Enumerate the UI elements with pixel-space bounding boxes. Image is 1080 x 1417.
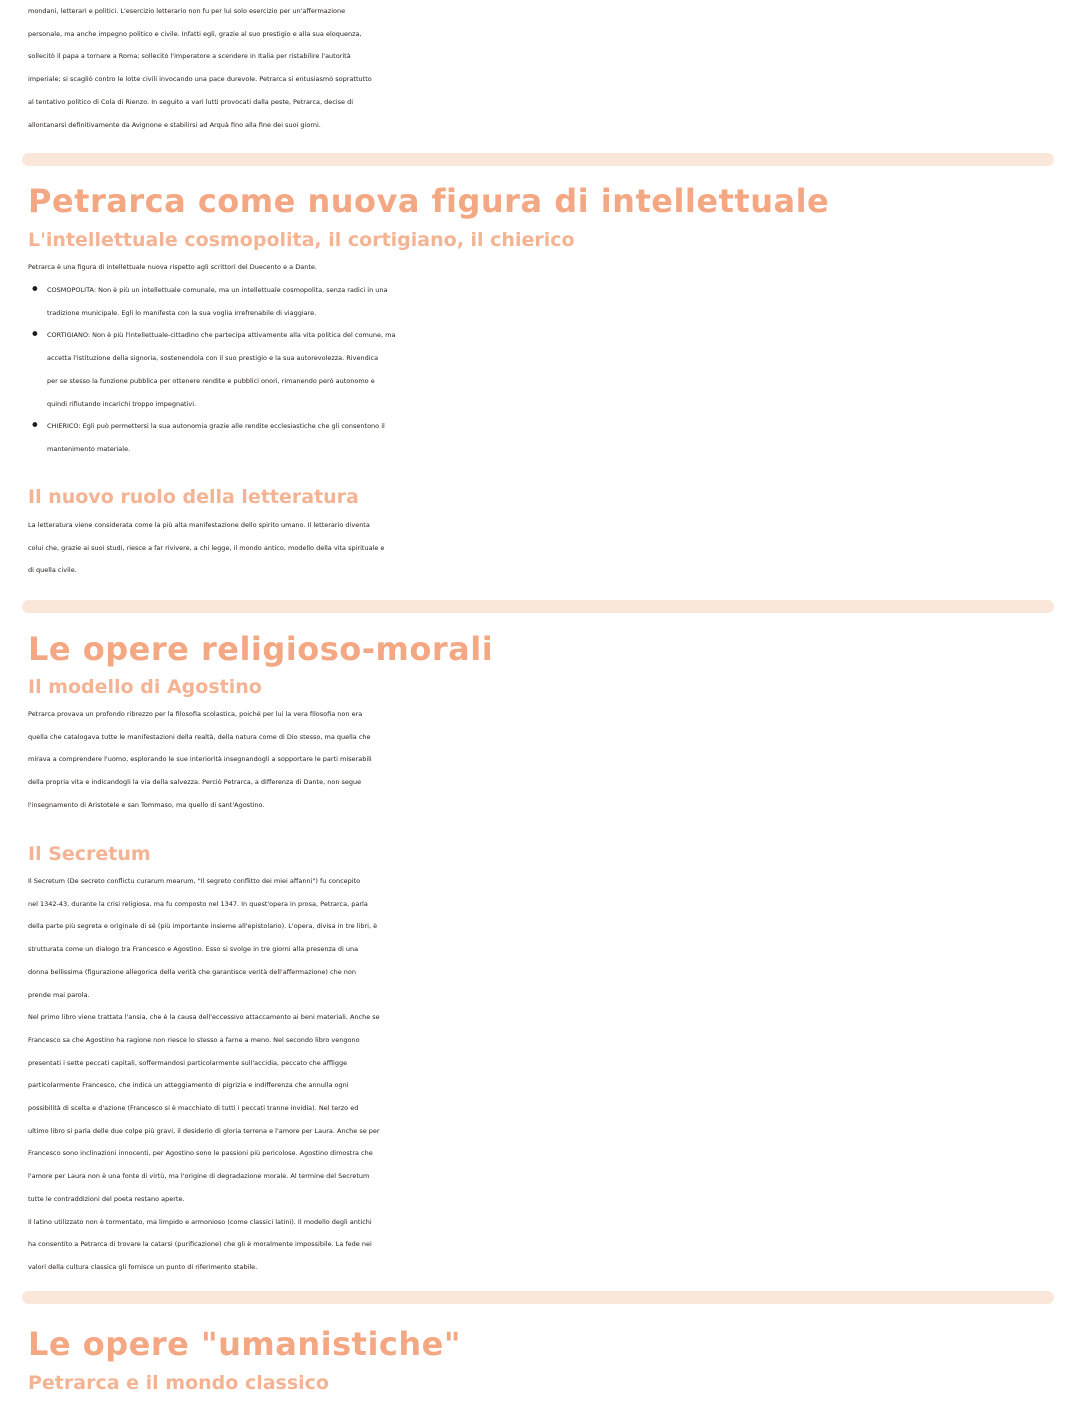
text-line: ha consentito a Petrarca di trovare la catarsi (purificazione) che gli è moralmente impossibile. La fede nei bbox=[28, 1240, 372, 1249]
subsection-title: Il Secretum bbox=[28, 843, 151, 865]
subsection-title: Il nuovo ruolo della letteratura bbox=[28, 486, 359, 508]
text-line: Nel primo libro viene trattata l'ansia, che è la causa dell'eccessivo attaccamento ai beni materiali. Anche se bbox=[28, 1013, 380, 1022]
subsection-title: Il modello di Agostino bbox=[28, 676, 262, 698]
text-line: mondani, letterari e politici. L'esercizio letterario non fu per lui solo esercizio per un'affermazione bbox=[28, 7, 346, 15]
text-line: per se stesso la funzione pubblica per ottenere rendite e pubblici onori, rimanendo però autonomo e bbox=[47, 376, 375, 385]
text-line: particolarmente Francesco, che indica un atteggiamento di pigrizia e indifferenza che annulla ogni bbox=[28, 1081, 349, 1090]
text-line: sollecitò il papa a tornare a Roma; sollecitò l'imperatore a scendere in Italia per ristabilire l'autorità bbox=[28, 52, 351, 61]
text-line: della parte più segreta e originale di sé (più importante insieme all'epistolario). L'opera, divisa in tre libri, è bbox=[28, 922, 378, 931]
text-line: Il Secretum (De secreto conflictu curarum mearum, "Il segreto conflitto dei miei affanni") fu concepito bbox=[28, 877, 361, 885]
section-divider bbox=[22, 600, 1054, 613]
paragraph bbox=[28, 514, 1058, 582]
text-line: imperiale; si scagliò contro le lotte civili invocando una pace durevole. Petrarca si entusiasmò soprattutto bbox=[28, 75, 372, 84]
text-line: quindi rifiutando incarichi troppo impegnativi. bbox=[47, 399, 197, 408]
text-line: strutturata come un dialogo tra Francesco e Agostino. Esso si svolge in tre giorni alla presenza di una bbox=[28, 945, 359, 954]
text-line: Il latino utilizzato non è tormentato, ma limpido e armonioso (come classici latini). Il modello degli antichi bbox=[28, 1217, 372, 1226]
list-item bbox=[28, 324, 1058, 415]
text-line: prende mai parola. bbox=[28, 990, 90, 999]
text-line: al tentativo politico di Cola di Rienzo. In seguito a vari lutti provocati dalla peste, Petrarca, decise di bbox=[28, 97, 354, 106]
text-line: colui che, grazie ai suoi studi, riesce a far rivivere, a chi legge, il mondo antico, modello della vita spirituale e bbox=[28, 543, 385, 552]
text-line: Petrarca è una figura di intellettuale nuova rispetto agli scrittori del Duecento e a Dante. bbox=[28, 263, 317, 271]
text-line: quella che catalogava tutte le manifestazioni della realtà, della natura come di Dio stesso, ma quella che bbox=[28, 732, 371, 741]
section-divider bbox=[22, 153, 1054, 166]
text-line: COSMOPOLITA: Non è più un intellettuale comunale, ma un intellettuale cosmopolita, senza radici in una bbox=[47, 286, 388, 294]
text-line: possibilità di scelta e d'azione (Francesco si è macchiato di tutti i peccati tranne invidia). Nel terzo ed bbox=[28, 1104, 359, 1113]
list-item bbox=[28, 279, 1058, 324]
text-line: La letteratura viene considerata come la più alta manifestazione dello spirito umano. Il letterario diventa bbox=[28, 521, 370, 529]
list-item bbox=[28, 415, 1058, 460]
section-title: Le opere religioso-morali bbox=[28, 630, 494, 668]
section-title: Petrarca come nuova figura di intellettuale bbox=[28, 182, 830, 220]
text-line: l'insegnamento di Aristotele e san Tommaso, ma quello di sant'Agostino. bbox=[28, 800, 265, 809]
text-line: donna bellissima (figurazione allegorica della verità che garantisce verità dell'affermazione) che non bbox=[28, 967, 357, 976]
text-line: nel 1342-43, durante la crisi religiosa, ma fu composto nel 1347. In quest'opera in prosa, Petrarca, parla bbox=[28, 899, 368, 908]
text-line: tradizione municipale. Egli lo manifesta con la sua voglia irrefrenabile di viaggiare. bbox=[47, 308, 317, 317]
text-line: di quella civile. bbox=[28, 566, 77, 575]
bullet-list bbox=[28, 279, 1058, 461]
bullet-icon: • bbox=[30, 325, 40, 345]
subsection-title: L'intellettuale cosmopolita, il cortigiano, il chierico bbox=[28, 229, 575, 251]
section-title: Le opere "umanistiche" bbox=[28, 1325, 462, 1363]
text-line: valori della cultura classica gli fornisce un punto di riferimento stabile. bbox=[28, 1262, 258, 1271]
text-line: l'amore per Laura non è una fonte di virtù, ma l'origine di degradazione morale. Al termine del Secretum bbox=[28, 1172, 370, 1181]
paragraph bbox=[28, 256, 1058, 279]
text-line: CHIERICO: Egli può permettersi la sua autonomia grazie alle rendite ecclesiastiche che gli consentono il bbox=[47, 422, 385, 431]
subsection-title: Petrarca e il mondo classico bbox=[28, 1372, 329, 1394]
text-line: personale, ma anche impegno politico e civile. Infatti egli, grazie al suo prestigio e alla sua eloquenza, bbox=[28, 29, 362, 38]
text-line: della propria vita e indicandogli la via della salvezza. Perciò Petrarca, a differenza di Dante, non segue bbox=[28, 778, 362, 787]
intro-paragraph bbox=[28, 0, 1058, 136]
text-line: mirava a comprendere l'uomo, esplorando le sue interiorità insegnandogli a sopportare le parti miserabili bbox=[28, 755, 372, 764]
text-line: ultimo libro si parla delle due colpe più gravi, il desiderio di gloria terrena e l'amore per Laura. Anche se per bbox=[28, 1126, 380, 1135]
text-line: presentati i sette peccati capitali, soffermandosi particolarmente sull'accidia, peccato che affligge bbox=[28, 1058, 348, 1067]
text-line: Francesco sono inclinazioni innocenti, per Agostino sono le passioni più pericolose. Agostino dimostra che bbox=[28, 1149, 373, 1158]
text-line: mantenimento materiale. bbox=[47, 444, 131, 453]
text-line: CORTIGIANO: Non è più l'intellettuale-cittadino che partecipa attivamente alla vita politica del comune, ma bbox=[47, 331, 396, 340]
text-line: accetta l'istituzione della signoria, sostenendola con il suo prestigio e la sua autorevolezza. Rivendica bbox=[47, 354, 379, 363]
section-divider bbox=[22, 1291, 1054, 1304]
paragraph bbox=[28, 870, 1058, 1279]
paragraph bbox=[28, 703, 1058, 817]
text-line: allontanarsi definitivamente da Avignone e stabilirsi ad Arquà fino alla fine dei suoi giorni. bbox=[28, 120, 321, 129]
text-line: tutte le contraddizioni del poeta restano aperte. bbox=[28, 1194, 185, 1203]
bullet-icon: • bbox=[30, 416, 40, 436]
text-line: Petrarca provava un profondo ribrezzo per la filosofia scolastica, poiché per lui la vera filosofia non era bbox=[28, 710, 363, 718]
text-line: Francesco sa che Agostino ha ragione non riesce lo stesso a farne a meno. Nel secondo libro vengono bbox=[28, 1035, 360, 1044]
bullet-icon: • bbox=[30, 280, 40, 299]
